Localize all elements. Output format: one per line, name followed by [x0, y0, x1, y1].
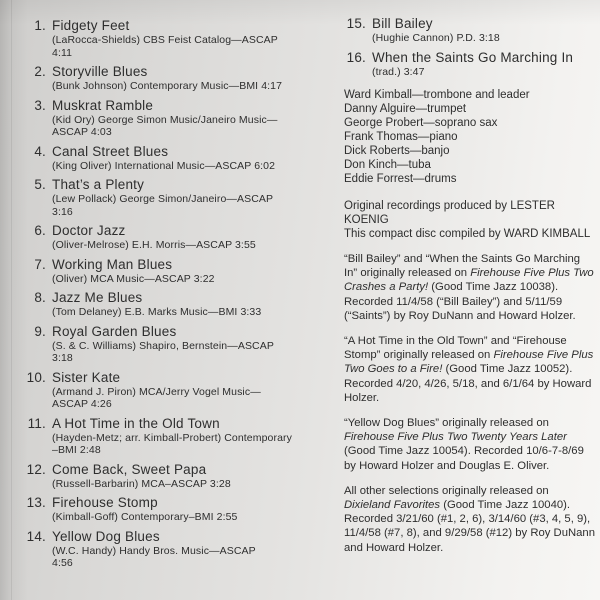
track-credit: (trad.) 3:47 — [372, 65, 425, 78]
track-body — [372, 16, 500, 45]
track-body — [52, 462, 231, 491]
personnel-line: Dick Roberts—banjo — [344, 145, 450, 157]
track-credit: (Oliver-Melrose) E.H. Morris—ASCAP 3:55 — [52, 239, 256, 251]
right-column — [344, 16, 596, 555]
note-text: “A Hot Time in the Old Town” and “Firehouse Stomp” originally released on — [344, 335, 567, 362]
track-title: Jazz Me Blues — [52, 290, 143, 305]
album-title-italic: Firehouse Five Plus Two Goes to a Fire! — [344, 349, 594, 376]
track-body — [52, 98, 277, 139]
track-number: 9. — [34, 323, 46, 339]
track-title: Firehouse Stomp — [52, 495, 158, 510]
track-credit: (King Oliver) International Music—ASCAP 6:02 — [52, 159, 276, 172]
track-credit: ASCAP 4:03 — [52, 126, 112, 138]
track-body — [52, 18, 278, 59]
track-entry — [24, 144, 329, 173]
release-notes — [344, 252, 596, 555]
track-credit: (LaRocca-Shields) CBS Feist Catalog—ASCAP — [52, 34, 278, 46]
note-text: (Good Time Jazz 10054). Recorded 10/6-7-8/69 by Howard Holzer and Douglas E. Oliver. — [344, 445, 584, 472]
album-title-italic: Dixieland Favorites — [344, 499, 441, 512]
track-body — [52, 529, 256, 570]
album-title-italic: Firehouse Five Plus Two Crashes a Party! — [344, 267, 594, 294]
track-number: 1. — [34, 18, 46, 33]
track-title: Canal Street Blues — [52, 143, 169, 159]
track-entry — [24, 324, 329, 365]
track-credit: (W.C. Handy) Handy Bros. Music—ASCAP — [52, 544, 256, 557]
track-title: Bill Bailey — [372, 16, 433, 31]
note-text: “Bill Bailey” and “When the Saints Go Marching In” originally released on — [344, 253, 581, 280]
note-paragraph — [344, 252, 596, 323]
track-credit: 3:18 — [52, 352, 73, 364]
track-credit: 4:11 — [52, 46, 73, 59]
production-credits — [344, 199, 596, 241]
track-entry — [24, 370, 329, 411]
track-title: Doctor Jazz — [52, 223, 126, 238]
track-body — [52, 177, 273, 218]
track-number: 6. — [34, 223, 46, 238]
track-number: 12. — [26, 461, 46, 477]
track-credit: (Russell-Barbarin) MCA–ASCAP 3:28 — [52, 477, 231, 490]
track-title: Fidgety Feet — [52, 18, 130, 33]
track-credit: (Kid Ory) George Simon Music/Janeiro Music— — [52, 113, 278, 126]
track-credit: (Bunk Johnson) Contemporary Music—BMI 4:17 — [52, 80, 283, 92]
track-credit: 3:16 — [52, 205, 73, 218]
note-text: (Good Time Jazz 10038). Recorded 11/4/58 (“Bill Bailey”) and 5/11/59 (“Saints”) by Roy DuNann and Howard Holzer. — [344, 281, 576, 322]
track-entry — [24, 495, 329, 524]
track-entry — [24, 462, 329, 491]
note-text: (Good Time Jazz 10040). Recorded 3/21/60 (#1, 2, 6), 3/14/60 (#3, 4, 5, 9), 11/4/58 (#7, 8), and 9/29/58 (#12) by Roy DuNann and Howard Holzer. — [344, 499, 595, 554]
track-number: 8. — [34, 290, 46, 305]
track-credit: (S. & C. Williams) Shapiro, Bernstein—ASCAP — [52, 339, 274, 352]
track-entry — [24, 223, 329, 252]
track-number: 15. — [346, 16, 366, 31]
personnel-line: Eddie Forrest—drums — [344, 173, 457, 185]
track-number: 4. — [34, 143, 46, 159]
personnel-line: Danny Alguire—trumpet — [344, 103, 467, 115]
personnel-line: Frank Thomas—piano — [344, 131, 458, 143]
track-entry — [24, 177, 329, 218]
track-body — [52, 324, 274, 365]
track-credit: (Oliver) MCA Music—ASCAP 3:22 — [52, 272, 215, 285]
track-credit: (Hughie Cannon) P.D. 3:18 — [372, 32, 500, 44]
tracklist-right — [344, 16, 596, 78]
track-title: Sister Kate — [52, 369, 121, 385]
track-credit: (Lew Pollack) George Simon/Janeiro—ASCAP — [52, 193, 274, 205]
track-entry — [24, 64, 329, 93]
track-number: 14. — [26, 528, 46, 544]
note-text: All other selections originally released on — [344, 484, 549, 497]
track-body — [52, 370, 261, 411]
personnel-list — [344, 88, 596, 186]
track-body — [52, 290, 261, 319]
track-number: 16. — [346, 49, 366, 65]
note-paragraph — [344, 416, 596, 473]
track-number: 10. — [26, 369, 46, 385]
track-title: A Hot Time in the Old Town — [52, 415, 220, 431]
production-line: This compact disc compiled by WARD KIMBALL — [344, 228, 591, 240]
track-number: 2. — [34, 64, 46, 79]
track-credit: (Kimball-Goff) Contemporary–BMI 2:55 — [52, 511, 238, 523]
track-credit: –BMI 2:48 — [52, 444, 101, 456]
track-entry — [24, 98, 329, 139]
track-number: 11. — [27, 415, 46, 431]
track-body — [52, 64, 282, 93]
track-credit: 4:56 — [52, 557, 73, 569]
track-body — [52, 223, 256, 252]
track-entry — [24, 416, 329, 457]
tracklist-left — [24, 18, 329, 575]
track-title: That’s a Plenty — [52, 177, 145, 192]
note-paragraph — [344, 484, 596, 555]
track-title: Royal Garden Blues — [52, 323, 177, 339]
track-title: When the Saints Go Marching In — [372, 49, 574, 65]
track-body — [372, 50, 573, 79]
track-credit: (Tom Delaney) E.B. Marks Music—BMI 3:33 — [52, 306, 262, 318]
track-title: Muskrat Ramble — [52, 97, 154, 113]
track-entry — [344, 50, 596, 79]
note-text: “Yellow Dog Blues” originally released on — [344, 417, 549, 430]
track-title: Storyville Blues — [52, 64, 148, 79]
track-credit: ASCAP 4:26 — [52, 398, 112, 410]
production-line: KOENIG — [344, 214, 389, 226]
production-line: Original recordings produced by LESTER — [344, 200, 555, 212]
note-paragraph — [344, 334, 596, 405]
track-title: Working Man Blues — [52, 256, 173, 272]
track-body — [52, 257, 215, 286]
personnel-line: Ward Kimball—trombone and leader — [344, 89, 530, 101]
track-title: Yellow Dog Blues — [52, 528, 160, 544]
note-text: (Good Time Jazz 10052). Recorded 4/20, 4/26, 5/18, and 6/1/64 by Howard Holzer. — [344, 363, 592, 404]
track-body — [52, 144, 275, 173]
album-title-italic: Firehouse Five Plus Two Twenty Years Later — [344, 431, 567, 444]
track-credit: (Armand J. Piron) MCA/Jerry Vogel Music— — [52, 385, 261, 398]
track-number: 5. — [34, 177, 46, 192]
track-entry — [24, 18, 329, 59]
personnel-line: Don Kinch—tuba — [344, 159, 431, 171]
track-body — [52, 495, 237, 524]
track-number: 7. — [34, 256, 46, 272]
track-number: 3. — [34, 97, 46, 113]
track-entry — [24, 257, 329, 286]
track-number: 13. — [26, 495, 46, 510]
track-entry — [24, 529, 329, 570]
track-credit: (Hayden-Metz; arr. Kimball-Probert) Contemporary — [52, 431, 292, 444]
track-title: Come Back, Sweet Papa — [52, 461, 207, 477]
personnel-line: George Probert—soprano sax — [344, 117, 498, 129]
track-body — [52, 416, 292, 457]
track-entry — [344, 16, 596, 45]
track-entry — [24, 290, 329, 319]
